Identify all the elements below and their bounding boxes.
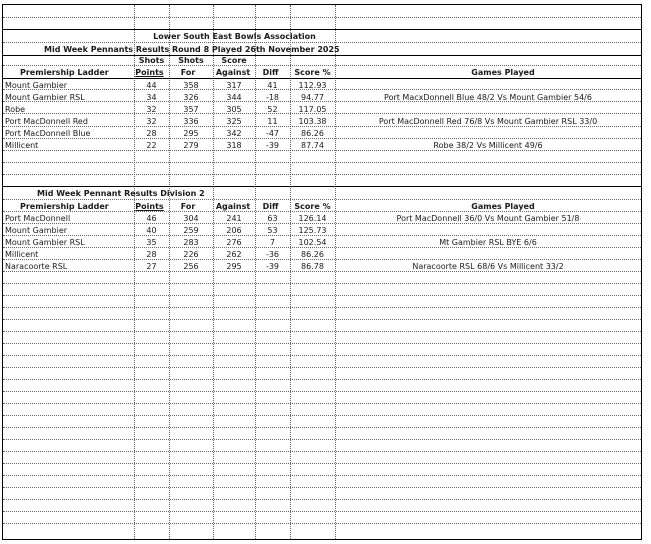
score-diff: 41 [267,81,278,90]
section1-header-points: Points [135,68,164,77]
row-divider [3,55,641,56]
section1-header-score-diff-1: Score [221,56,247,65]
points: 35 [146,238,157,247]
score-percent: 102.54 [298,238,327,247]
row-divider [3,42,641,43]
team-name: Millicent [5,141,39,150]
row-divider [3,295,641,296]
section1-header-score-pct: Score % [294,68,331,77]
team-name: Naracoorte RSL [5,262,68,271]
game-result: Naracoorte RSL 68/6 Vs Millicent 33/2 [412,262,564,271]
points: 34 [146,93,157,102]
score-percent: 112.93 [298,81,327,90]
points: 44 [146,81,157,90]
row-divider [3,463,641,464]
team-name: Mount Gambier [5,226,68,235]
score-diff: 7 [269,238,276,247]
row-divider [3,150,641,151]
shots-against: 325 [226,117,242,126]
row-divider [3,199,641,200]
shots-for: 283 [183,238,199,247]
shots-for: 304 [183,214,199,223]
shots-against: 318 [226,141,242,150]
points: 28 [146,129,157,138]
title-underline [3,29,641,30]
shots-for: 358 [183,81,199,90]
shots-for: 357 [183,105,199,114]
score-percent: 126.14 [298,214,327,223]
row-divider [3,319,641,320]
section1-header-ladder: Premiership Ladder [20,68,109,77]
score-diff: -36 [265,250,280,259]
score-percent: 94.77 [301,93,324,102]
team-name: Mount Gambier RSL [5,93,85,102]
section2-header-diff: Diff [262,202,279,211]
score-diff: 63 [267,214,278,223]
score-percent: 86.26 [301,250,324,259]
section1-header-shots-against-2: Against [215,68,251,77]
game-result: Port MacDonnell Red 76/8 Vs Mount Gambier RSL 33/0 [378,117,598,126]
points: 32 [146,105,157,114]
shots-for: 259 [183,226,199,235]
score-percent: 125.73 [298,226,327,235]
score-percent: 87.74 [301,141,324,150]
score-diff: -18 [265,93,280,102]
section1-title: Mid Week Pennants Results Round 8 Played 26th November 2025 [44,45,340,54]
row-divider [3,307,641,308]
points: 22 [146,141,157,150]
score-diff: 52 [267,105,278,114]
row-divider [3,235,641,236]
shots-against: 342 [226,129,242,138]
shots-against: 344 [226,93,242,102]
section2-header-points: Points [135,202,164,211]
points: 40 [146,226,157,235]
team-name: Robe [5,105,26,114]
team-name: Mount Gambier RSL [5,238,85,247]
section2-header-games-played: Games Played [471,202,535,211]
results-spreadsheet [2,4,642,540]
row-divider [3,186,641,187]
game-result: Mt Gambier RSL BYE 6/6 [439,238,537,247]
points: 28 [146,250,157,259]
points: 32 [146,117,157,126]
row-divider [3,511,641,512]
score-diff: -39 [265,262,280,271]
section1-header-shots-for-1: Shots [138,56,165,65]
section2-header-ladder: Premiership Ladder [20,202,109,211]
score-percent: 86.78 [301,262,324,271]
shots-for: 326 [183,93,199,102]
shots-for: 279 [183,141,199,150]
shots-against: 305 [226,105,242,114]
section2-title: Mid Week Pennant Results Division 2 [37,189,205,198]
row-divider [3,162,641,163]
score-diff: 53 [267,226,278,235]
section2-header-for: For [180,202,196,211]
row-divider [3,65,641,66]
section2-header-score-pct: Score % [294,202,331,211]
row-divider [3,439,641,440]
team-name: Port MacDonnell Red [5,117,88,126]
row-divider [3,271,641,272]
row-divider [3,331,641,332]
team-name: Port MacDonnell [5,214,71,223]
association-title: Lower South East Bowls Association [153,32,316,41]
shots-for: 226 [183,250,199,259]
section1-header-shots-for-2: For [180,68,196,77]
score-diff: -39 [265,141,280,150]
row-divider [3,283,641,284]
row-divider [3,367,641,368]
game-result: Port MacDonnell 36/0 Vs Mount Gambier 51/8 [396,214,580,223]
points: 46 [146,214,157,223]
row-divider [3,211,641,212]
score-percent: 103.38 [298,117,327,126]
row-divider [3,475,641,476]
game-result: Robe 38/2 Vs Millicent 49/6 [433,141,543,150]
row-divider [3,259,641,260]
row-divider [3,499,641,500]
row-divider [3,138,641,139]
score-diff: -47 [265,129,280,138]
row-divider [3,451,641,452]
row-divider [3,391,641,392]
header-bottom-border [3,78,641,79]
row-divider [3,247,641,248]
row-divider [3,174,641,175]
section1-header-games-played: Games Played [471,68,535,77]
section1-header-score-diff-2: Diff [262,68,279,77]
row-divider [3,403,641,404]
row-divider [3,17,641,18]
game-result: Port MacxDonnell Blue 48/2 Vs Mount Gambier 54/6 [384,93,592,102]
score-percent: 117.05 [298,105,327,114]
section2-header-against: Against [215,202,251,211]
shots-for: 336 [183,117,199,126]
score-diff: 11 [267,117,278,126]
column-divider [335,5,336,539]
row-divider [3,223,641,224]
shots-against: 276 [226,238,242,247]
shots-against: 206 [226,226,242,235]
section1-header-shots-against-1: Shots [178,56,204,65]
shots-against: 295 [226,262,242,271]
row-divider [3,379,641,380]
row-divider [3,126,641,127]
team-name: Millicent [5,250,39,259]
shots-against: 262 [226,250,242,259]
team-name: Port MacDonnell Blue [5,129,91,138]
row-divider [3,415,641,416]
row-divider [3,523,641,524]
row-divider [3,343,641,344]
row-divider [3,355,641,356]
row-divider [3,487,641,488]
points: 27 [146,262,157,271]
shots-for: 256 [183,262,199,271]
row-divider [3,427,641,428]
shots-for: 295 [183,129,199,138]
shots-against: 241 [226,214,242,223]
score-percent: 86.26 [301,129,324,138]
team-name: Mount Gambier [5,81,68,90]
shots-against: 317 [226,81,242,90]
